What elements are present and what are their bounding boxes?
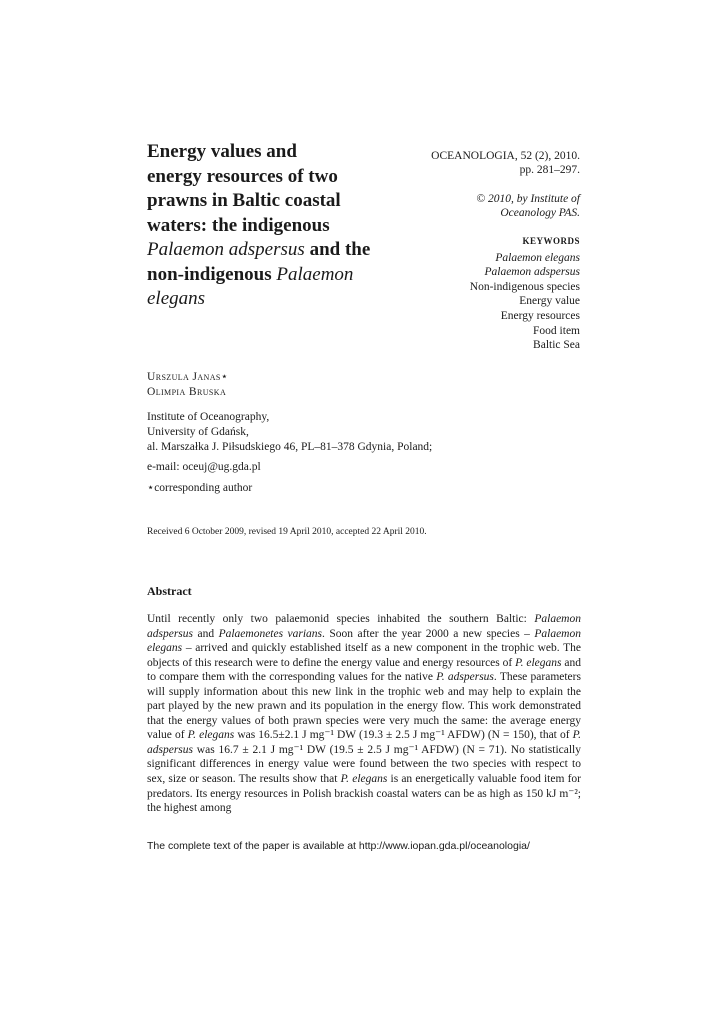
author-name: Olimpia Bruska [147,386,227,398]
abstract-species: P. elegans [340,773,388,786]
abstract-run: was 16.7 ± 2.1 J mg⁻¹ DW (19.5 ± 2.5 J mg⁻¹ AFDW) (N = 71). No statistically significant differences in energy value were found between the two species with respect to sex, size or season. The results show that [147,743,581,786]
abstract-species: P. elegans [187,729,235,742]
keyword-item: Food item [533,324,580,337]
keyword-item: Energy value [519,295,580,308]
title-line: non-indigenous [147,263,277,285]
abstract-run: Until recently only two palaemonid species inhabited the southern Baltic: [147,613,535,625]
abstract-text [147,612,581,816]
authors-block [147,370,228,400]
title-line: and the [304,239,371,260]
affiliation-line: Institute of Oceanography, [147,411,270,423]
affiliation-block [147,410,432,455]
title-species: Palaemon adspersus [147,239,305,260]
abstract-run: . These parameters will supply information about this new link in the trophic web and may help to explain the part played by the new prawn and its population in the energy flow. This work demonstrated that the energy values of both prawn species were very much the same: the average energy value of [147,671,581,742]
abstract-run: and to compare them with the corresponding values for the native [147,656,582,684]
title-line: energy resources of two [147,165,338,187]
keyword-item: Baltic Sea [533,339,580,352]
abstract-species: P. adspersus [147,729,582,756]
affiliation-line: al. Marszałka J. Piłsudskiego 46, PL–81–378 Gdynia, Poland; [147,441,433,453]
abstract-run: – arrived and quickly established itself as a new component in the trophic web. The objects of this research were to define the energy value and energy resources of [147,642,581,669]
keyword-item: Non-indigenous species [469,280,580,293]
copyright-line: © 2010, by Institute of [476,193,580,205]
abstract-species: Palaemon adspersus [147,613,581,640]
journal-info [340,149,580,220]
keywords-block [340,234,580,353]
affiliation-line: University of Gdańsk, [147,426,249,438]
title-line: waters: the indigenous [147,214,330,236]
abstract-species: Palaemon elegans [147,627,581,655]
journal-pages: pp. 281–297. [519,164,580,176]
received-dates: Received 6 October 2009, revised 19 April 2010, accepted 22 April 2010. [147,527,427,537]
title-species: elegans [147,288,206,309]
copyright-notice [340,192,580,220]
title-species: Palaemon [276,263,354,285]
abstract-run: and [193,627,219,640]
abstract-run: . Soon after the year 2000 a new species – [322,627,535,640]
keyword-item: Energy resources [500,309,580,322]
copyright-line: Oceanology PAS. [500,207,580,219]
abstract-species: Palaemonetes varians [218,627,323,640]
abstract-run: was 16.5±2.1 J mg⁻¹ DW (19.3 ± 2.5 J mg⁻¹ AFDW) (N = 150), that of [234,729,573,742]
abstract-species: P. elegans [515,656,562,669]
title-line: Energy values and [147,141,297,162]
author-name: Urszula Janas⋆ [147,371,229,383]
journal-citation: OCEANOLOGIA, 52 (2), 2010. [431,150,580,162]
keywords-heading: KEYWORDS [522,236,580,246]
email-address[interactable]: e-mail: oceuj@ug.gda.pl [147,461,261,473]
keyword-item: Palaemon elegans [495,251,580,264]
abstract-run: is an energetically valuable food item for predators. Its energy resources in Polish brackish coastal waters can be as high as 150 kJ m⁻²; the highest among [147,773,581,815]
title-line: prawns in Baltic coastal [147,190,341,211]
footer-link-note[interactable]: The complete text of the paper is available at http://www.iopan.gda.pl/oceanologia/ [147,840,530,852]
abstract-species: P. adspersus [436,671,494,684]
keyword-item: Palaemon adspersus [484,266,580,279]
corresponding-author-note: ⋆corresponding author [147,482,253,494]
abstract-heading: Abstract [147,584,192,598]
